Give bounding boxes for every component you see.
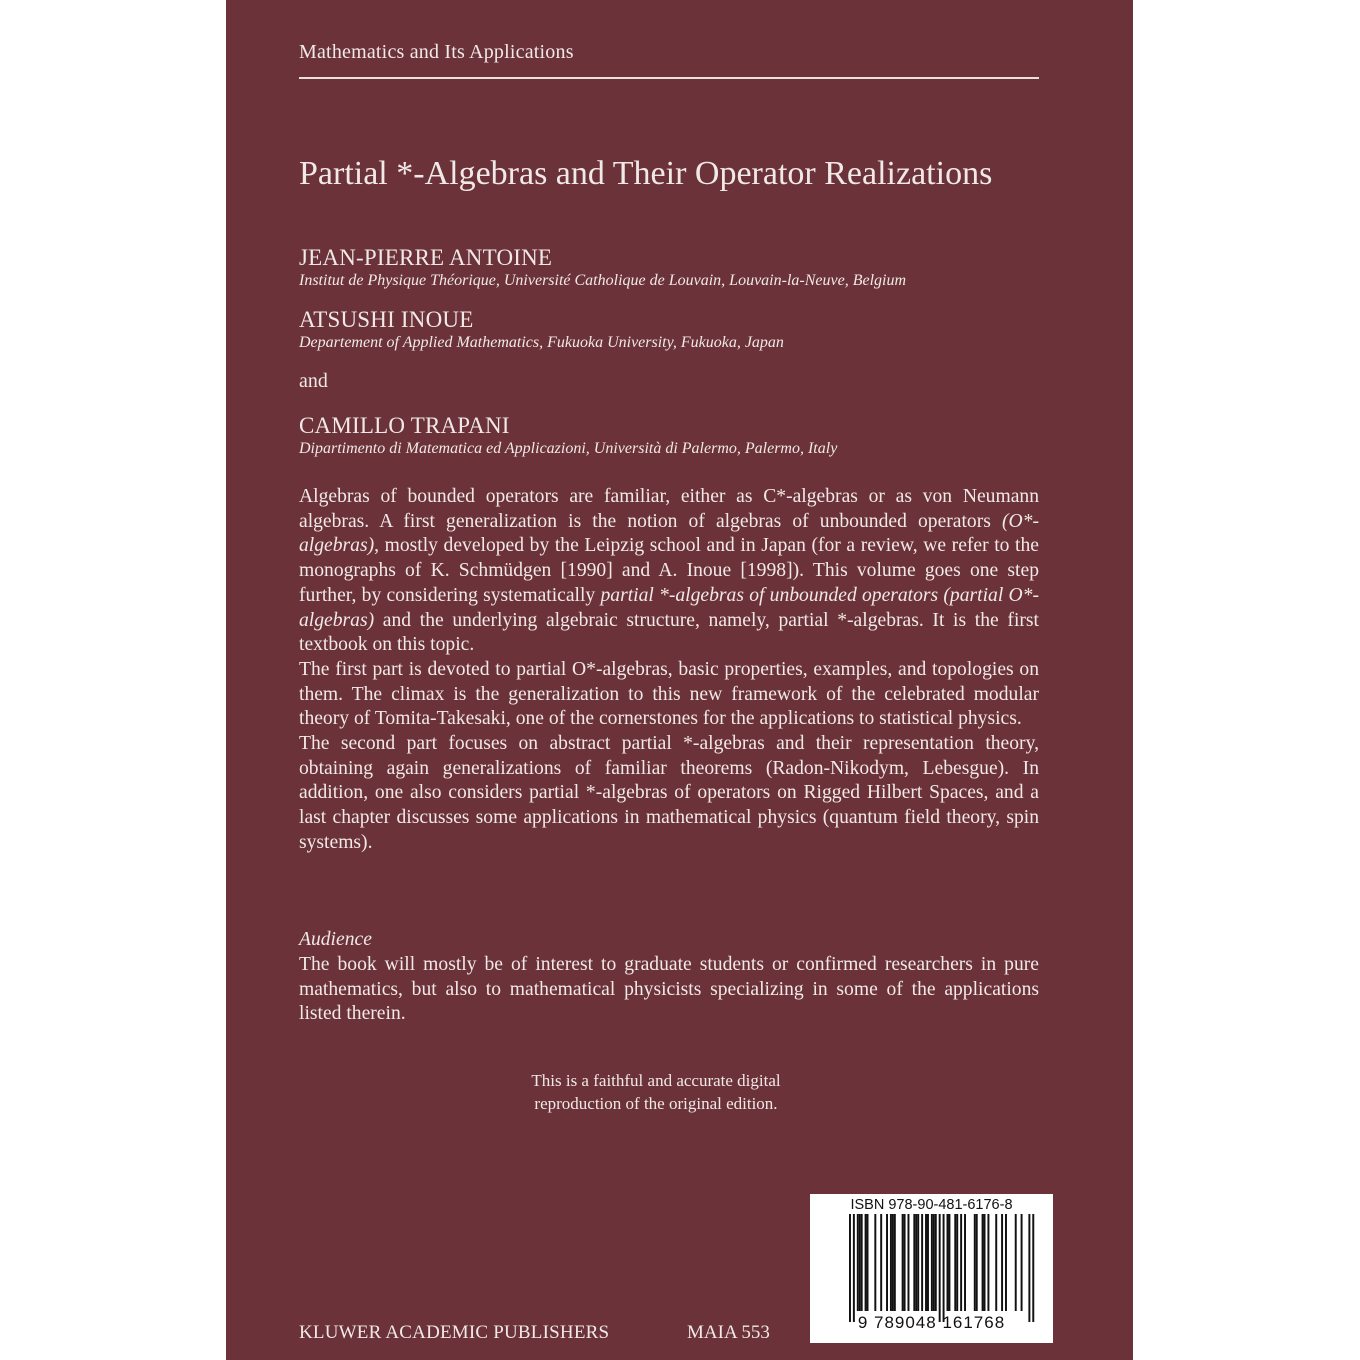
barcode-bar — [915, 1214, 917, 1311]
barcode-bar — [880, 1214, 882, 1311]
barcode-bar — [853, 1214, 855, 1322]
isbn-barcode — [810, 1194, 1053, 1343]
barcode-bar — [956, 1214, 958, 1311]
barcode-bar — [859, 1214, 861, 1311]
divider-rule — [299, 77, 1039, 79]
publisher-name: KLUWER ACADEMIC PUBLISHERS — [299, 1322, 610, 1343]
reproduction-note: This is a faithful and accurate digital reproduction of the original edition. — [531, 1071, 781, 1113]
series-name: Mathematics and Its Applications — [299, 41, 574, 63]
audience-heading: Audience — [299, 929, 372, 950]
barcode-bar — [925, 1214, 927, 1311]
barcode-bar — [987, 1214, 989, 1311]
barcode-bar — [913, 1214, 915, 1311]
barcode-bar — [867, 1214, 869, 1311]
barcode-bar — [974, 1214, 976, 1311]
author-affiliation-2: Departement of Applied Mathematics, Fukuoka University, Fukuoka, Japan — [299, 334, 784, 351]
barcode-bar — [939, 1214, 941, 1322]
audience-text: The book will mostly be of interest to graduate students or confirmed researchers in pure mathematics, but also to mathematical physicists specializing in some of the applications listed therein. — [299, 954, 1039, 1025]
barcode-bar — [904, 1214, 906, 1311]
barcode-bar — [849, 1214, 851, 1322]
barcode-bar — [935, 1214, 937, 1311]
barcode-bar — [857, 1214, 859, 1311]
barcode-digits: 9 789048 161768 — [857, 1313, 1006, 1332]
barcode-bar — [894, 1214, 896, 1311]
barcode-bar — [960, 1214, 962, 1311]
barcode-bar — [984, 1214, 986, 1311]
barcode-bar — [892, 1214, 894, 1311]
barcode-bar — [917, 1214, 919, 1311]
barcode-bar — [982, 1214, 984, 1311]
barcode-bar — [908, 1214, 910, 1311]
barcode-bar — [1015, 1214, 1017, 1311]
and-word: and — [299, 370, 328, 392]
barcode-bar — [1032, 1214, 1034, 1322]
barcode-bar — [874, 1214, 876, 1311]
barcode-bar — [943, 1214, 945, 1322]
barcode-bar — [927, 1214, 929, 1311]
series-number: MAIA 553 — [687, 1322, 770, 1343]
author-name-2: ATSUSHI INOUE — [299, 307, 474, 332]
barcode-bar — [886, 1214, 888, 1311]
author-affiliation-1: Institut de Physique Théorique, Université Catholique de Louvain, Louvain-la-Neuve, Belgium — [299, 272, 907, 289]
barcode-bar — [865, 1214, 867, 1311]
author-name-1: JEAN-PIERRE ANTOINE — [299, 245, 553, 270]
barcode-bar — [933, 1214, 935, 1311]
barcode-bar — [1001, 1214, 1003, 1311]
barcode-bar — [995, 1214, 997, 1311]
barcode-bar — [964, 1214, 966, 1311]
barcode-bar — [902, 1214, 904, 1311]
book-description — [299, 485, 1039, 856]
description-paragraph-3: The second part focuses on abstract partial *-algebras and their representation theory, obtaining again generalizations of familiar theorems (Radon-Nikodym, Lebesgue). In addition, one also considers partial *-algebras of operators on Rigged Hilbert Spaces, and a last chapter discusses some applications in mathematical physics (quantum field theory, spin systems). — [299, 733, 1039, 853]
barcode-bar — [921, 1214, 923, 1311]
barcode-bar — [947, 1214, 949, 1311]
barcode-bar — [976, 1214, 978, 1311]
book-title: Partial *-Algebras and Their Operator Realizations — [299, 155, 993, 192]
isbn-label: ISBN 978-90-481-6176-8 — [850, 1197, 1013, 1213]
barcode-bar — [890, 1214, 892, 1311]
barcode-graphic — [810, 1194, 1053, 1343]
barcode-bar — [954, 1214, 956, 1311]
author-name-3: CAMILLO TRAPANI — [299, 413, 510, 438]
barcode-bar — [948, 1214, 950, 1311]
barcode-bar — [1028, 1214, 1030, 1322]
back-cover — [226, 0, 1133, 1360]
barcode-bar — [1005, 1214, 1007, 1311]
barcode-bar — [861, 1214, 863, 1311]
barcode-bar — [931, 1214, 933, 1311]
description-paragraph-1: Algebras of bounded operators are familiar, either as C*-algebras or as von Neumann algebras. A first generalization is the notion of algebras of unbounded operators (O*-algebras), mostly developed by the Leipzig school and in Japan (for a review, we refer to the monographs of K. Schmüdgen [1990] and A. Inoue [1998]). This volume goes one step further, by considering systematically partial *-algebras of unbounded operators (partial O*-algebras) and the underlying algebraic structure, namely, partial *-algebras. It is the first textbook on this topic. — [299, 486, 1039, 656]
barcode-bar — [1021, 1214, 1023, 1311]
description-paragraph-2: The first part is devoted to partial O*-algebras, basic properties, examples, and topologies on them. The climax is the generalization to this new framework of the celebrated modular theory of Tomita-Takesaki, one of the cornerstones for the applications to statistical physics. — [299, 658, 1039, 730]
author-affiliation-3: Dipartimento di Matematica ed Applicazioni, Università di Palermo, Palermo, Italy — [299, 440, 838, 457]
